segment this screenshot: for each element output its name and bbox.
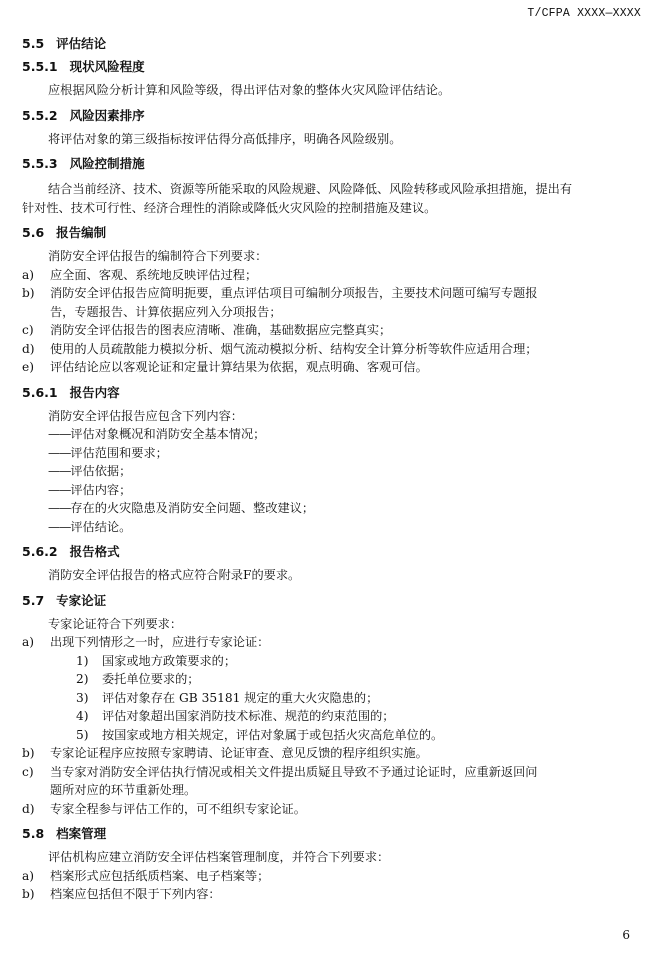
list-text-line: 消防安全评估报告应简明扼要，重点评估项目可编制分项报告，主要技术问题可编写专题报 — [50, 286, 538, 300]
list-marker: b) — [22, 746, 35, 760]
section-title: 报告编制 — [56, 225, 107, 240]
section-title: 专家论证 — [56, 592, 107, 608]
paragraph-line: 针对性、技术可行性、经济合理性的消除或降低火灾风险的控制措施及建议。 — [22, 200, 437, 215]
sub-list-item — [22, 726, 646, 745]
paragraph-line: 结合当前经济、技术、资源等所能采取的风险规避、风险降低、风险转移或风险承担措施，提出有 — [48, 182, 573, 196]
list-text: 评估范围和要求； — [70, 445, 168, 460]
list-text: 评估内容； — [70, 482, 132, 497]
paragraph: 消防安全评估报告的格式应符合附录F的要求。 — [48, 568, 301, 582]
section-5-6-heading — [22, 223, 646, 242]
list-item — [22, 321, 646, 340]
list-marker: b) — [22, 887, 35, 901]
dash-marker: —— — [48, 519, 71, 534]
content-list — [22, 425, 646, 536]
section-title: 报告内容 — [69, 384, 120, 400]
dash-marker: —— — [48, 427, 71, 441]
paragraph: 评估机构应建立消防安全评估档案管理制度，并符合下列要求： — [48, 850, 390, 864]
list-text: 评估对象存在 GB 35181 规定的重大火灾隐患的； — [102, 690, 379, 705]
section-title: 风险因素排序 — [69, 107, 145, 123]
section-5-7-heading — [22, 591, 646, 610]
section-title: 档案管理 — [56, 826, 107, 841]
list-text: 消防安全评估报告的图表应清晰、准确，基础数据应完整真实； — [50, 323, 392, 337]
dash-list-item — [22, 444, 646, 463]
section-title: 现状风险程度 — [69, 59, 145, 74]
section-5-6-1-heading — [22, 383, 646, 402]
list-text: 评估结论。 — [70, 519, 132, 534]
list-text — [50, 763, 646, 800]
list-text: 出现下列情形之一时，应进行专家论证： — [50, 635, 270, 649]
sub-list-item — [22, 707, 646, 726]
section-number: 5.5.3 — [22, 156, 58, 171]
section-number: 5.6.1 — [22, 384, 58, 400]
section-title: 报告格式 — [69, 544, 120, 559]
list-marker: a) — [22, 267, 35, 282]
list-marker: 4) — [76, 709, 89, 723]
list-marker: a) — [22, 635, 35, 649]
list-marker: e) — [22, 360, 34, 374]
list-marker: b) — [22, 286, 35, 300]
section-5-5-1-heading — [22, 57, 646, 76]
paragraph: 应根据风险分析计算和风险等级，得出评估对象的整体火灾风险评估结论。 — [48, 83, 451, 97]
list-item — [22, 800, 646, 819]
list-text: 使用的人员疏散能力模拟分析、烟气流动模拟分析、结构安全计算分析等软件应适用合理； — [50, 341, 538, 356]
requirement-list — [22, 867, 646, 904]
dash-list-item — [22, 425, 646, 444]
list-item — [22, 358, 646, 377]
list-marker: a) — [22, 868, 35, 883]
section-number: 5.6.2 — [22, 544, 58, 559]
list-text: 专家全程参与评估工作的，可不组织专家论证。 — [50, 801, 306, 816]
dash-marker: —— — [48, 464, 71, 478]
list-text: 应全面、客观、系统地反映评估过程； — [50, 267, 258, 282]
sub-list-item — [22, 652, 646, 671]
list-marker: c) — [22, 764, 34, 779]
section-5-5-heading — [22, 34, 646, 53]
section-5-5-2-heading — [22, 106, 646, 125]
list-text: 档案形式应包括纸质档案、电子档案等； — [50, 868, 270, 883]
section-title: 风险控制措施 — [69, 156, 145, 171]
list-text: 存在的火灾隐患及消防安全问题、整改建议； — [70, 501, 315, 515]
paragraph: 消防安全评估报告的编制符合下列要求： — [48, 249, 268, 263]
section-number: 5.7 — [22, 592, 45, 608]
list-marker: 1) — [76, 653, 89, 668]
dash-marker: —— — [48, 501, 71, 515]
list-marker: d) — [22, 801, 35, 816]
list-text: 专家论证程序应按照专家聘请、论证审查、意见反馈的程序组织实施。 — [50, 746, 428, 760]
list-text: 委托单位要求的； — [102, 672, 200, 686]
list-marker: 2) — [76, 672, 89, 686]
list-text: 评估对象概况和消防安全基本情况； — [70, 427, 266, 441]
list-text — [50, 284, 646, 321]
section-number: 5.5.1 — [22, 59, 58, 74]
document-body — [22, 34, 646, 904]
paragraph: 消防安全评估报告应包含下列内容： — [48, 408, 243, 423]
list-item — [22, 633, 646, 652]
list-item — [22, 885, 646, 904]
list-text-line: 告，专题报告、计算依据应列入分项报告； — [50, 304, 282, 319]
list-text: 按国家或地方相关规定，评估对象属于或包括火灾高危单位的。 — [102, 727, 444, 742]
list-item — [22, 867, 646, 886]
dash-list-item — [22, 462, 646, 481]
list-marker: 3) — [76, 690, 89, 705]
section-number: 5.8 — [22, 826, 45, 841]
section-5-5-3-heading — [22, 154, 646, 173]
section-number: 5.6 — [22, 225, 45, 240]
list-marker: c) — [22, 323, 34, 337]
section-5-8-heading — [22, 824, 646, 843]
dash-list-item — [22, 481, 646, 500]
section-5-6-2-heading — [22, 542, 646, 561]
sub-list-item — [22, 670, 646, 689]
dash-marker: —— — [48, 482, 71, 497]
list-text: 评估对象超出国家消防技术标准、规范的约束范围的； — [102, 709, 395, 723]
list-item — [22, 340, 646, 359]
list-marker: 5) — [76, 727, 89, 742]
list-text-line: 题所对应的环节重新处理。 — [50, 783, 197, 797]
dash-list-item — [22, 518, 646, 537]
standard-id-header: T/CFPA XXXX—XXXX — [527, 7, 641, 20]
list-item — [22, 744, 646, 763]
section-number: 5.5.2 — [22, 107, 58, 123]
requirement-list — [22, 633, 646, 818]
list-text: 国家或地方政策要求的； — [102, 653, 237, 668]
paragraph: 将评估对象的第三级指标按评估得分高低排序，明确各风险级别。 — [48, 131, 402, 146]
sub-list-item — [22, 689, 646, 708]
section-title: 评估结论 — [56, 36, 107, 51]
list-text: 档案应包括但不限于下列内容： — [50, 887, 221, 901]
list-marker: d) — [22, 341, 35, 356]
list-text-line: 当专家对消防安全评估执行情况或相关文件提出质疑且导致不予通过论证时，应重新返回问 — [50, 764, 538, 779]
requirement-list — [22, 266, 646, 377]
list-text: 评估结论应以客观论证和定量计算结果为依据，观点明确、客观可信。 — [50, 360, 428, 374]
dash-list-item — [22, 499, 646, 518]
page-number: 6 — [622, 928, 630, 942]
list-text: 评估依据； — [70, 464, 132, 478]
section-number: 5.5 — [22, 36, 45, 51]
list-item — [22, 266, 646, 285]
list-item — [22, 284, 646, 321]
list-item — [22, 763, 646, 800]
dash-marker: —— — [48, 445, 71, 460]
paragraph: 专家论证符合下列要求： — [48, 616, 183, 631]
